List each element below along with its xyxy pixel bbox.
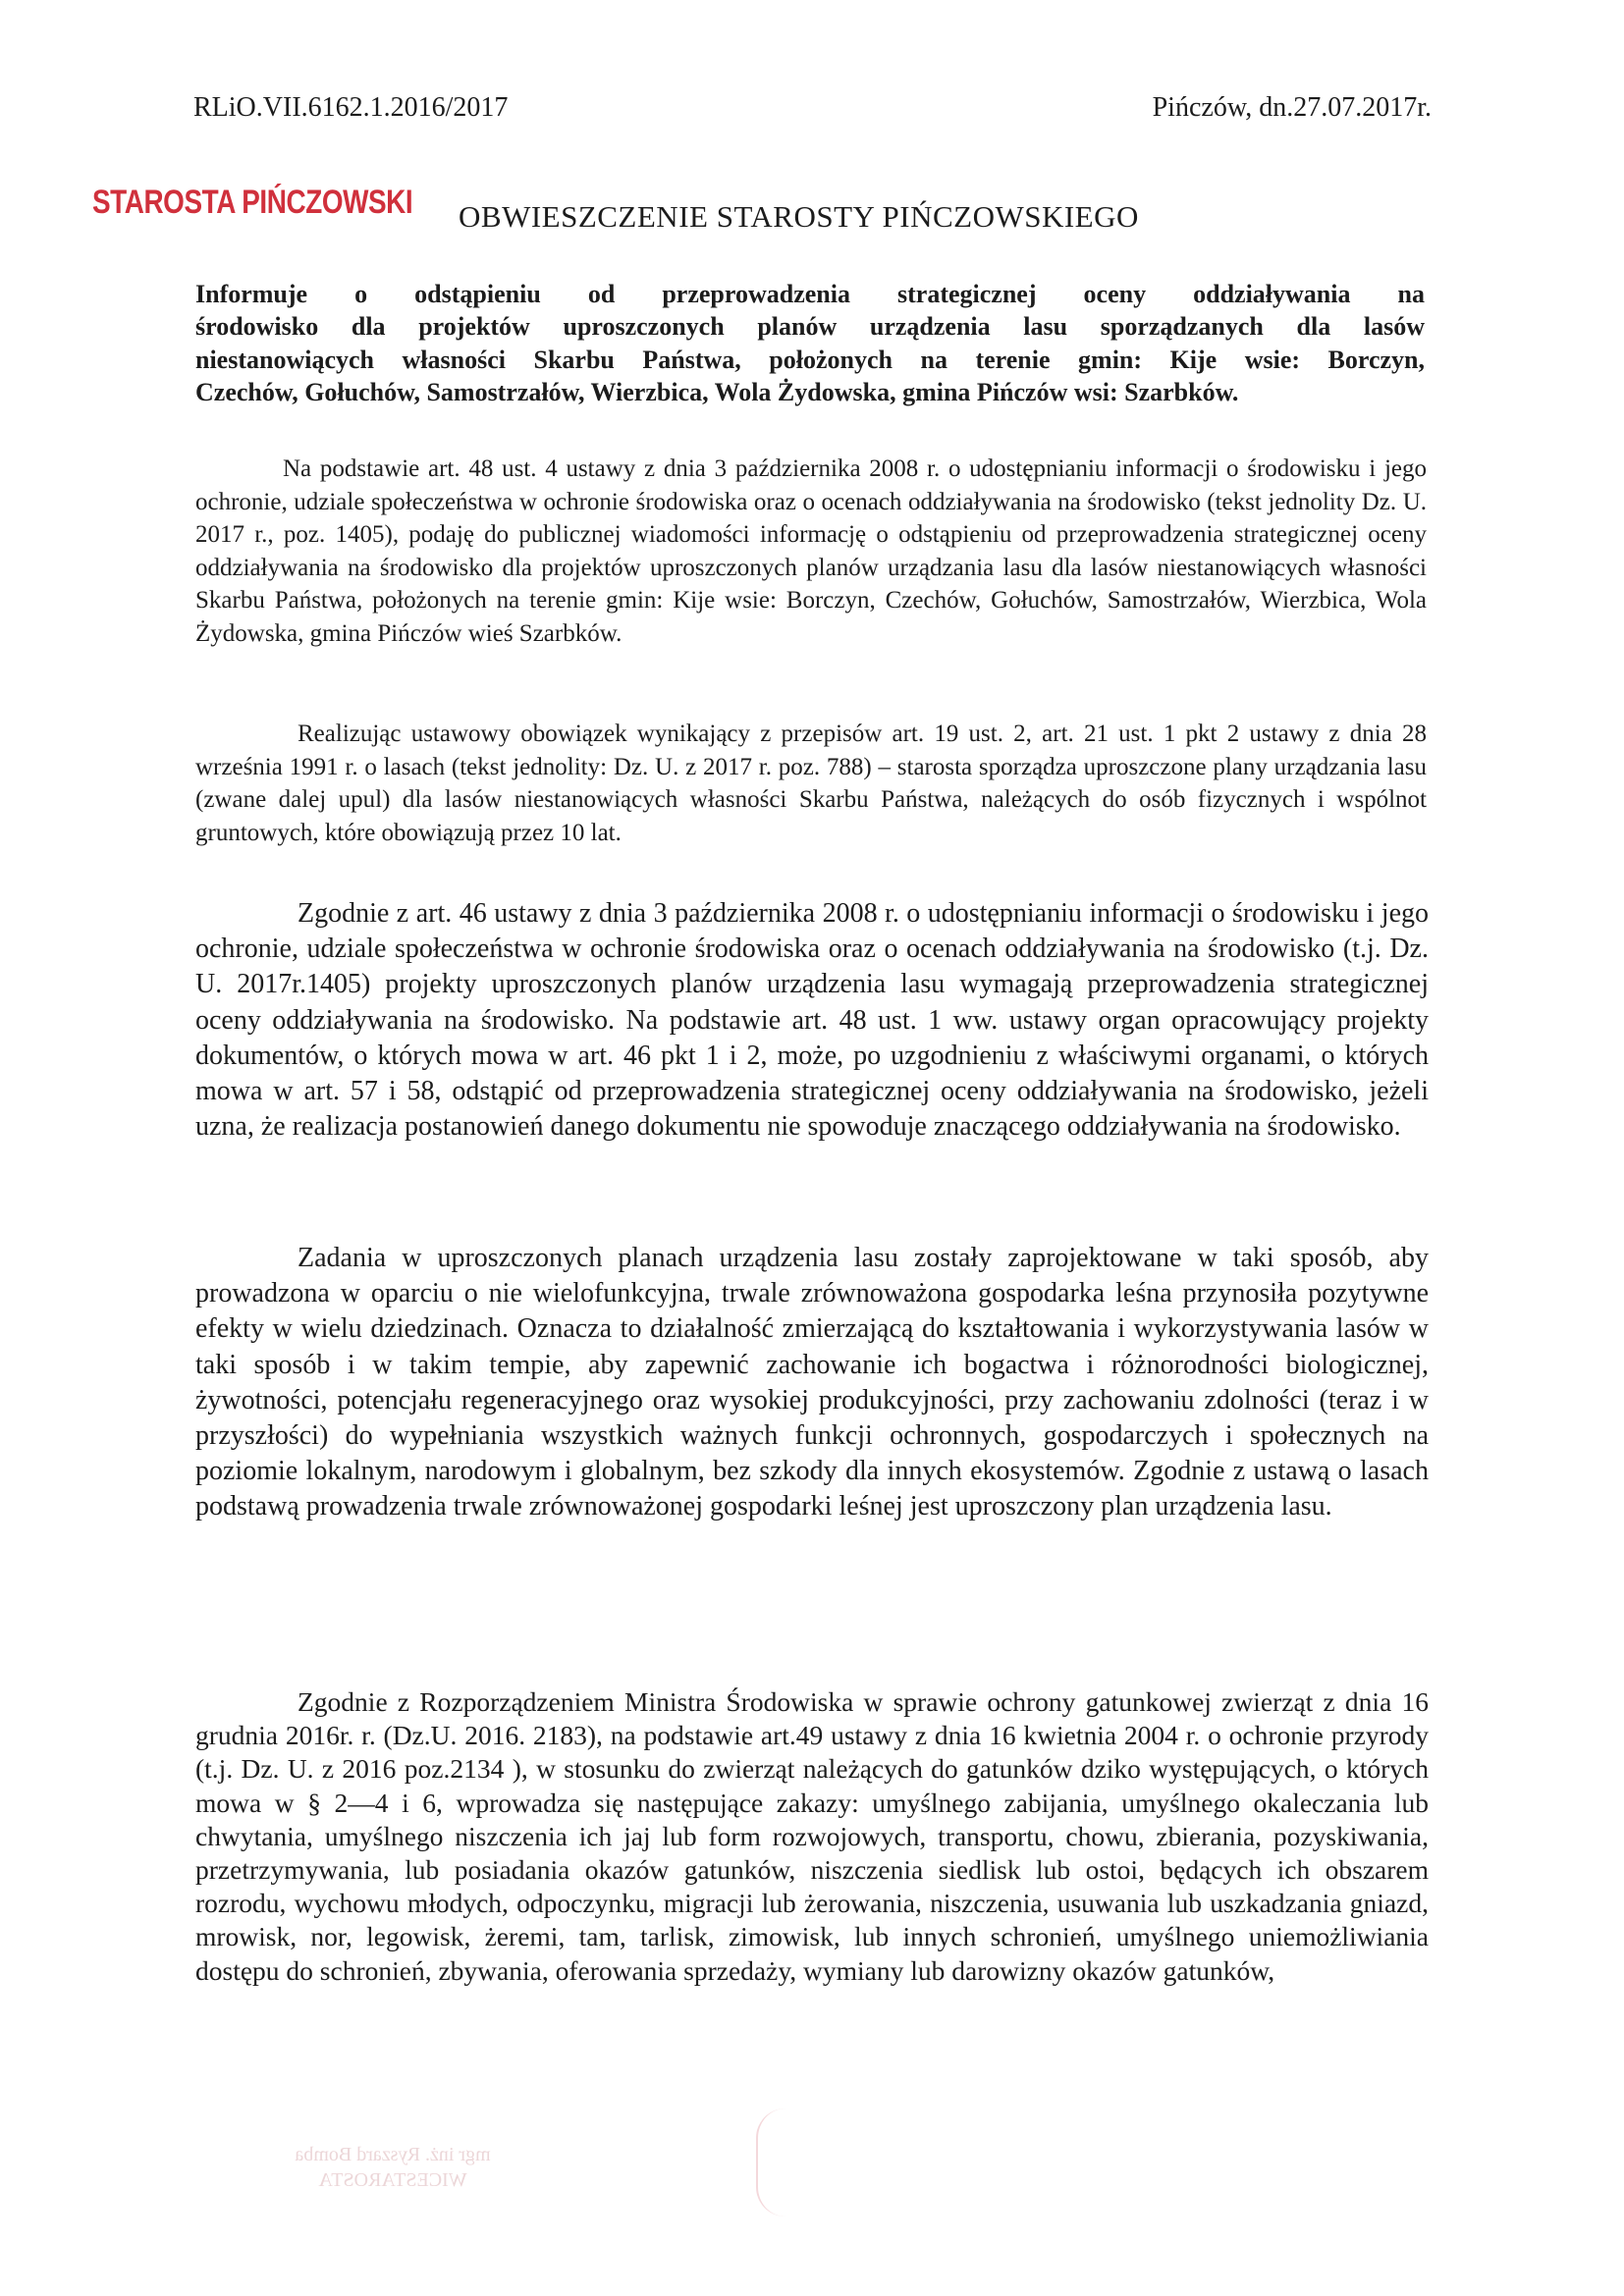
paragraph-statutory-duty: Realizując ustawowy obowiązek wynikający z przepisów art. 19 ust. 2, art. 21 ust. 1 pkt 2 ustawy z dnia 28 września 1991 r. o lasach (tekst jednolity: Dz. U. z 2017 r. poz. 788) – starosta sporządza uproszczone plany urządzania lasu (zwane dalej upul) dla lasów niestanowiących własności Skarbu Państwa, należących do osób fizycznych i wspólnot gruntowych, które obowiązują przez 10 lat. <box>195 721 1427 846</box>
paragraph-environmental-assessment: Zgodnie z art. 46 ustawy z dnia 3 października 2008 r. o udostępnianiu informacji o środowisku i jego ochronie, udziale społeczeństwa w ochronie środowiska oraz o ocenach oddziaływania na środowisko (t.j. Dz. U. 2017r.1405) projekty uproszczonych planów urządzenia lasu wymagają przeprowadzenia strategicznej oceny oddziaływania na środowisko. Na podstawie art. 48 ust. 1 ww. ustawy organ opracowujący projekty dokumentów, o których mowa w art. 46 pkt 1 i 2, może, po uzgodnieniu z właściwymi organami, o których mowa w art. 57 i 58, odstąpić od przeprowadzenia strategicznej oceny oddziaływania na środowisko, jeżeli uzna, że realizacja postanowień danego dokumentu nie spowoduje znaczącego oddziaływania na środowisko. <box>195 898 1429 1143</box>
subject-line: środowisko dla projektów uproszczonych planów urządzenia lasu sporządzanych dla lasów <box>195 312 1425 342</box>
subject-line: Czechów, Gołuchów, Samostrzałów, Wierzbica, Wola Żydowska, gmina Pińczów wsi: Szarbków. <box>195 378 1239 407</box>
faded-stamp-line: mgr inż. Ryszard Bomba <box>295 2144 491 2165</box>
faded-signature-stamp <box>196 2142 589 2193</box>
starosta-stamp: STAROSTA PIŃCZOWSKI <box>92 184 413 221</box>
faded-seal-mark <box>756 2109 817 2216</box>
paragraph-species-protection: Zgodnie z Rozporządzeniem Ministra Środowiska w sprawie ochrony gatunkowej zwierząt z dnia 16 grudnia 2016r. r. (Dz.U. 2016. 2183), na podstawie art.49 ustawy z dnia 16 kwietnia 2004 r. o ochronie przyrody (t.j. Dz. U. z 2016 poz.2134 ), w stosunku do zwierząt należących do gatunków dziko występujących, o których mowa w § 2—4 i 6, wprowadza się następujące zakazy: umyślnego zabijania, umyślnego okaleczania lub chwytania, umyślnego niszczenia ich jaj lub form rozwojowych, transportu, chowu, zbierania, pozyskiwania, przetrzymywania, lub posiadania okazów gatunków, niszczenia siedlisk lub ostoi, będących ich obszarem rozrodu, wychowu młodych, odpoczynku, migracji lub żerowania, niszczenia, usuwania lub uszkadzania gniazd, mrowisk, nor, legowisk, żeremi, tam, tarlisk, zimowisk, lub innych schronień, umyślnego uniemożliwiania dostępu do schronień, zbywania, oferowania sprzedaży, wymiany lub darowizny okazów gatunków, <box>195 1686 1429 1986</box>
paragraph-legal-basis: Na podstawie art. 48 ust. 4 ustawy z dnia 3 października 2008 r. o udostępnianiu informacji o środowisku i jego ochronie, udziale społeczeństwa w ochronie środowiska oraz o ocenach oddziaływania na środowisko (tekst jednolity Dz. U. 2017 r., poz. 1405), podaję do publicznej wiadomości informację o odstąpieniu od przeprowadzenia strategicznej oceny oddziaływania na środowisko dla projektów uproszczonych planów urządzania lasu dla lasów niestanowiących własności Skarbu Państwa, położonych na terenie gmin: Kije wsie: Borczyn, Czechów, Gołuchów, Samostrzałów, Wierzbica, Wola Żydowska, gmina Pińczów wieś Szarbków. <box>195 455 1427 647</box>
notice-title: OBWIESZCZENIE STAROSTY PIŃCZOWSKIEGO <box>459 199 1139 234</box>
subject-line: Informuje o odstąpieniu od przeprowadzenia strategicznej oceny oddziaływania na <box>195 280 1425 308</box>
faded-stamp-line: WICESTAROSTA <box>318 2169 467 2191</box>
notice-subject <box>195 278 1425 409</box>
place-date: Pińczów, dn.27.07.2017r. <box>1152 92 1432 123</box>
paragraph-forest-management: Zadania w uproszczonych planach urządzenia lasu zostały zaprojektowane w taki sposób, aby prowadzona w oparciu o nie wielofunkcyjna, trwale zrównoważona gospodarka leśna przynosiła pozytywne efekty w wielu dziedzinach. Oznacza to działalność zmierzającą do kształtowania i wykorzystywania lasów w taki sposób i w takim tempie, aby zapewnić zachowanie ich bogactwa i różnorodności biologicznej, żywotności, potencjału regeneracyjnego oraz wysokiej produkcyjności, przy zachowaniu zdolności (teraz i w przyszłości) do wypełniania wszystkich ważnych funkcji ochronnych, gospodarczych i społecznych na poziomie lokalnym, narodowym i globalnym, bez szkody dla innych ekosystemów. Zgodnie z ustawą o lasach podstawą prowadzenia trwale zrównoważonej gospodarki leśnej jest uproszczony plan urządzenia lasu. <box>195 1243 1429 1522</box>
subject-line: niestanowiących własności Skarbu Państwa, położonych na terenie gmin: Kije wsie: Borczyn, <box>195 345 1425 374</box>
reference-number: RLiO.VII.6162.1.2016/2017 <box>193 92 509 123</box>
